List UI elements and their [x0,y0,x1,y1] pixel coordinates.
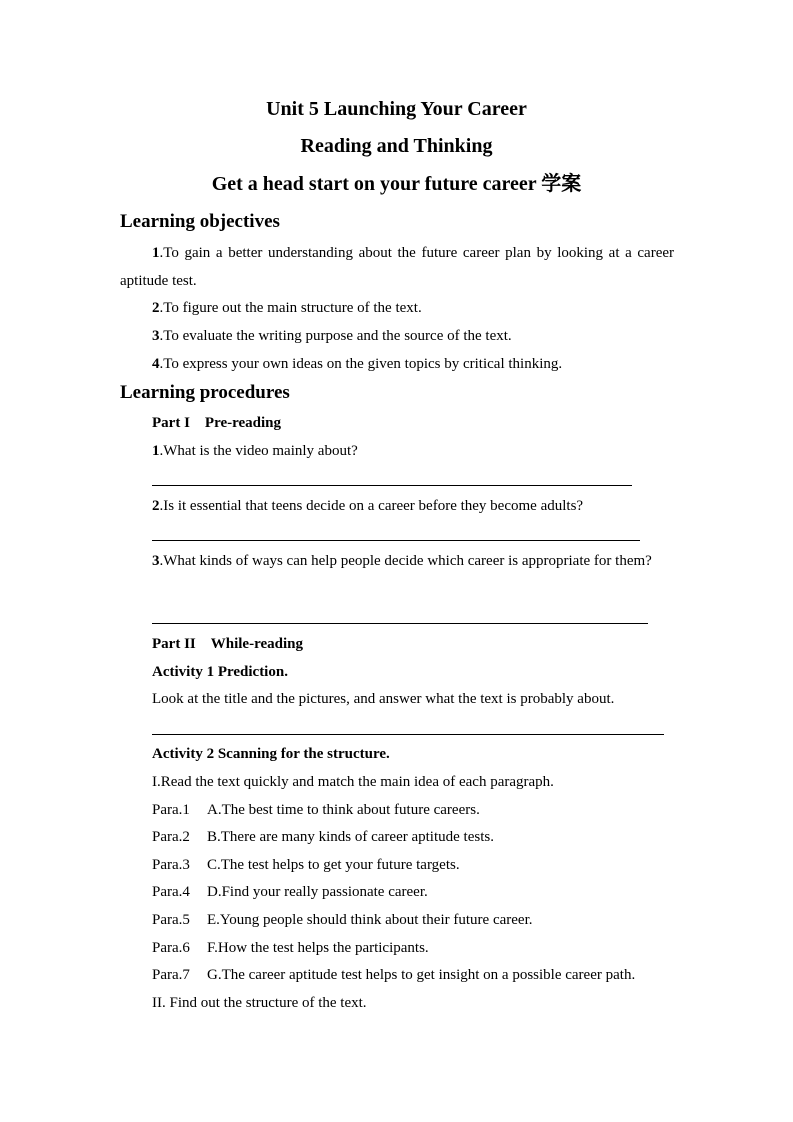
para-label: Para.3 [152,857,190,873]
para-label: Para.7 [152,967,190,983]
answer-blank[interactable] [152,623,648,624]
question-number: 2 [152,498,160,514]
para-idea: A.The best time to think about future careers. [207,802,480,818]
unit-title: Unit 5 Launching Your Career [266,98,527,120]
question-item [120,547,674,575]
objective-text: .To express your own ideas on the given topics by critical thinking. [159,356,563,372]
activity1-instruction: Look at the title and the pictures, and answer what the text is probably about. [152,691,615,707]
objective-item [152,354,562,374]
objective-item [152,326,512,346]
para-idea: G.The career aptitude test helps to get insight on a possible career path. [207,967,636,983]
para-match-row [152,882,428,902]
para-match-row [152,827,494,847]
para-match-row [152,938,429,958]
question-item [152,441,358,461]
answer-blank[interactable] [152,540,640,541]
objective-item [152,298,422,318]
para-match-row [152,855,460,875]
procedures-heading: Learning procedures [120,382,290,403]
objective-item [120,239,674,295]
objective-number: 2 [152,300,160,316]
question-text: .Is it essential that teens decide on a career before they become adults? [159,498,584,514]
objective-number: 4 [152,356,160,372]
para-match-row [152,965,635,985]
question-text: .What kinds of ways can help people decide which career is appropriate for them? [159,553,652,569]
section-subtitle: Reading and Thinking [300,135,493,157]
question-text: .What is the video mainly about? [159,443,358,459]
answer-blank[interactable] [152,485,632,486]
para-match-row [152,800,480,820]
question-item [152,496,583,516]
objective-text: .To figure out the main structure of the text. [159,300,422,316]
objective-number: 1 [152,245,160,261]
answer-blank[interactable] [152,734,664,735]
para-label: Para.5 [152,912,190,928]
para-idea: D.Find your really passionate career. [207,884,428,900]
lesson-heading: Get a head start on your future career 学案 [211,173,582,195]
part2-label: Part II While-reading [152,636,303,652]
para-label: Para.4 [152,884,190,900]
para-idea: E.Young people should think about their future career. [207,912,533,928]
para-label: Para.6 [152,940,190,956]
para-match-row [152,910,533,930]
para-label: Para.1 [152,802,190,818]
para-label: Para.2 [152,829,190,845]
activity2-step2: II. Find out the structure of the text. [152,995,367,1011]
objectives-heading: Learning objectives [120,211,280,232]
question-number: 3 [152,553,160,569]
para-idea: F.How the test helps the participants. [207,940,429,956]
para-idea: C.The test helps to get your future targets. [207,857,460,873]
part1-label: Part I Pre-reading [152,415,282,431]
objective-number: 3 [152,328,160,344]
question-number: 1 [152,443,160,459]
activity2-title: Activity 2 Scanning for the structure. [152,746,390,762]
activity1-title: Activity 1 Prediction. [152,664,288,680]
objective-text: .To evaluate the writing purpose and the source of the text. [159,328,512,344]
objective-text: .To gain a better understanding about the future career plan by looking at a career aptitude test. [120,245,674,289]
activity2-step1: I.Read the text quickly and match the main idea of each paragraph. [152,774,554,790]
para-idea: B.There are many kinds of career aptitude tests. [207,829,494,845]
